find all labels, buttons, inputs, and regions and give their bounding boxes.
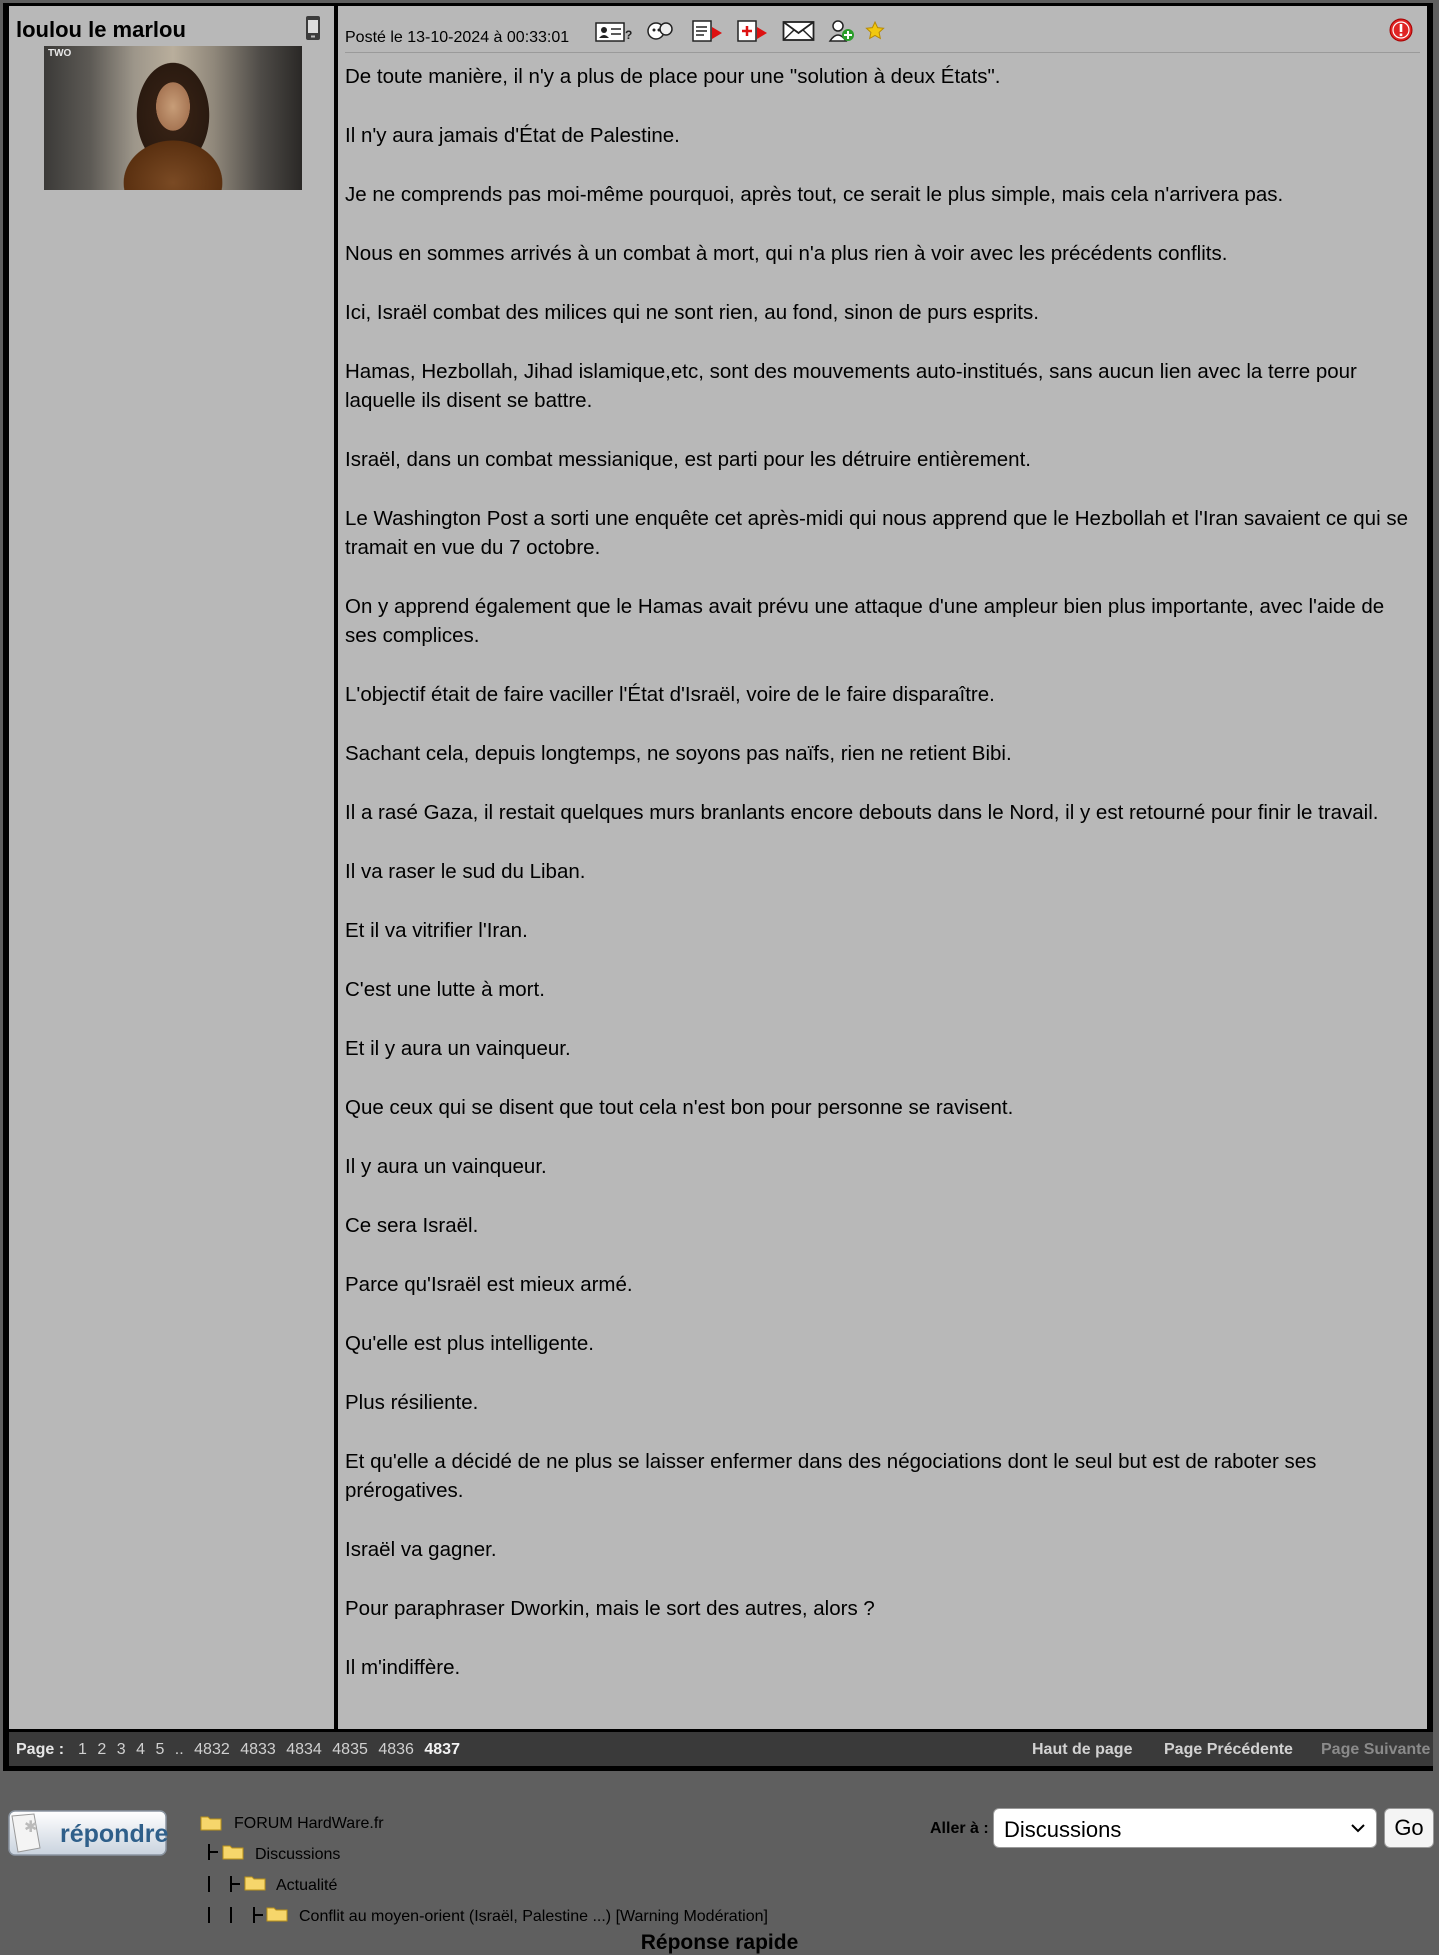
post-paragraph: Qu'elle est plus intelligente. [345, 1332, 594, 1355]
post-paragraph: Il m'indiffère. [345, 1656, 461, 1679]
post-paragraph: Pour paraphraser Dworkin, mais le sort des autres, alors ? [345, 1597, 875, 1620]
post-paragraph: Ce sera Israël. [345, 1214, 479, 1237]
mobile-phone-icon [305, 15, 321, 41]
post-paragraph: De toute manière, il n'y a plus de place pour une "solution à deux États". [345, 65, 1001, 88]
reply-button[interactable] [8, 1810, 168, 1856]
post-paragraph: Ici, Israël combat des milices qui ne sont rien, au fond, sinon de purs esprits. [345, 301, 1039, 324]
svg-text:✱: ✱ [24, 1817, 38, 1836]
top-of-page-link[interactable]: Haut de page [1032, 1741, 1133, 1758]
author-cell [9, 6, 334, 1729]
tree-branch-line [230, 1883, 240, 1885]
svg-text:?: ? [625, 28, 633, 42]
goto-label: Aller à : [930, 1820, 989, 1837]
post-date: Posté le 13-10-2024 à 00:33:01 [345, 29, 570, 46]
post-paragraph: Nous en sommes arrivés à un combat à mort, qui n'a plus rien à voir avec les précédents conflits. [345, 242, 1228, 265]
post-paragraph: Et qu'elle a décidé de ne plus se laisser enfermer dans des négociations dont le seul but est de raboter ses prérogatives. [345, 1450, 1317, 1502]
post-paragraph: Il n'y aura jamais d'État de Palestine. [345, 124, 680, 147]
go-button[interactable]: Go [1384, 1808, 1434, 1848]
page-link[interactable]: 4834 [286, 1741, 322, 1758]
current-page: 4837 [424, 1741, 460, 1758]
chevron-down-icon [1350, 1821, 1366, 1835]
reply-button-label: répondre [60, 1820, 168, 1848]
post-paragraph: Parce qu'Israël est mieux armé. [345, 1273, 633, 1296]
pagination-bar [9, 1732, 1433, 1766]
breadcrumb-label: Actualité [276, 1877, 338, 1894]
breadcrumb-label: FORUM HardWare.fr [234, 1815, 384, 1832]
goto-select-value: Discussions [1004, 1817, 1122, 1842]
tree-branch-line [208, 1876, 210, 1892]
report-alert-icon[interactable] [1389, 18, 1413, 42]
post-paragraph: L'objectif était de faire vaciller l'État d'Israël, voire de le faire disparaître. [345, 683, 995, 706]
post-paragraph: On y apprend également que le Hamas avait prévu une attaque d'une ampleur bien plus importante, avec l'aide de ses complices. [345, 595, 1385, 647]
page-ellipsis: .. [174, 1741, 184, 1758]
quick-reply-title: Réponse rapide [640, 1931, 799, 1954]
post-paragraph: Il va raser le sud du Liban. [345, 860, 586, 883]
goto-select[interactable] [993, 1808, 1377, 1848]
pagination-label: Page : [16, 1741, 65, 1758]
folder-icon [266, 1905, 288, 1922]
multi-quote-icon[interactable] [737, 19, 769, 43]
page-link[interactable]: 1 [78, 1741, 87, 1758]
post-content-cell [338, 6, 1427, 1729]
favorite-star-icon[interactable] [864, 19, 886, 43]
post-body [345, 62, 1415, 1712]
avatar-channel-mark: TWO [48, 48, 72, 59]
page-link[interactable]: 4833 [240, 1741, 276, 1758]
post-paragraph: Je ne comprends pas moi-même pourquoi, après tout, ce serait le plus simple, mais cela n'arrivera pas. [345, 183, 1284, 206]
post-paragraph: Il a rasé Gaza, il restait quelques murs branlants encore debouts dans le Nord, il y est retourné pour finir le travail. [345, 801, 1379, 824]
post-paragraph: Et il y aura un vainqueur. [345, 1037, 571, 1060]
post-paragraph: Que ceux qui se disent que tout cela n'est bon pour personne se ravisent. [345, 1096, 1014, 1119]
previous-page-link[interactable]: Page Précédente [1164, 1741, 1293, 1758]
post-paragraph: Sachant cela, depuis longtemps, ne soyons pas naïfs, rien ne retient Bibi. [345, 742, 1012, 765]
page-link[interactable]: 4832 [194, 1741, 230, 1758]
view-profile-icon[interactable] [646, 19, 674, 43]
breadcrumb-label: Discussions [255, 1846, 341, 1863]
page-link[interactable]: 2 [97, 1741, 107, 1758]
folder-icon [200, 1814, 222, 1831]
add-friend-icon[interactable] [828, 19, 856, 43]
post-paragraph: Israël va gagner. [345, 1538, 497, 1561]
tree-branch-line [208, 1907, 210, 1923]
post-header-divider [345, 52, 1420, 53]
folder-icon [222, 1843, 244, 1860]
post-paragraph: Il y aura un vainqueur. [345, 1155, 547, 1178]
private-message-icon[interactable] [782, 19, 816, 43]
tree-branch-line [208, 1851, 218, 1853]
quote-icon[interactable] [692, 19, 724, 43]
author-name[interactable]: loulou le marlou [16, 17, 186, 42]
avatar [44, 46, 302, 190]
tree-branch-line [253, 1914, 263, 1916]
post-paragraph: Hamas, Hezbollah, Jihad islamique,etc, sont des mouvements auto-institués, sans aucun lien avec la terre pour laquelle ils disent se battre. [345, 360, 1357, 412]
folder-icon [244, 1874, 266, 1891]
post-header [338, 6, 1427, 52]
page-link[interactable]: 4836 [378, 1741, 414, 1758]
post-table [3, 3, 1433, 1771]
post-paragraph: Le Washington Post a sorti une enquête cet après-midi qui nous apprend que le Hezbollah et l'Iran savaient ce qui se tramait en vue du 7 octobre. [345, 507, 1408, 559]
profile-icon[interactable] [595, 19, 633, 43]
post-paragraph: Israël, dans un combat messianique, est parti pour les détruire entièrement. [345, 448, 1031, 471]
page-link[interactable]: 5 [155, 1741, 165, 1758]
page-link[interactable]: 4 [136, 1741, 145, 1758]
next-page-link: Page Suivante [1321, 1741, 1431, 1758]
breadcrumb-label: Conflit au moyen-orient (Israël, Palestine ...) [Warning Modération] [299, 1908, 768, 1925]
post-paragraph: Plus résiliente. [345, 1391, 479, 1414]
page-link[interactable]: 4835 [332, 1741, 368, 1758]
tree-branch-line [230, 1907, 232, 1923]
post-paragraph: Et il va vitrifier l'Iran. [345, 919, 528, 942]
post-paragraph: C'est une lutte à mort. [345, 978, 545, 1001]
page-link[interactable]: 3 [116, 1741, 126, 1758]
pagination-links [78, 1741, 460, 1759]
